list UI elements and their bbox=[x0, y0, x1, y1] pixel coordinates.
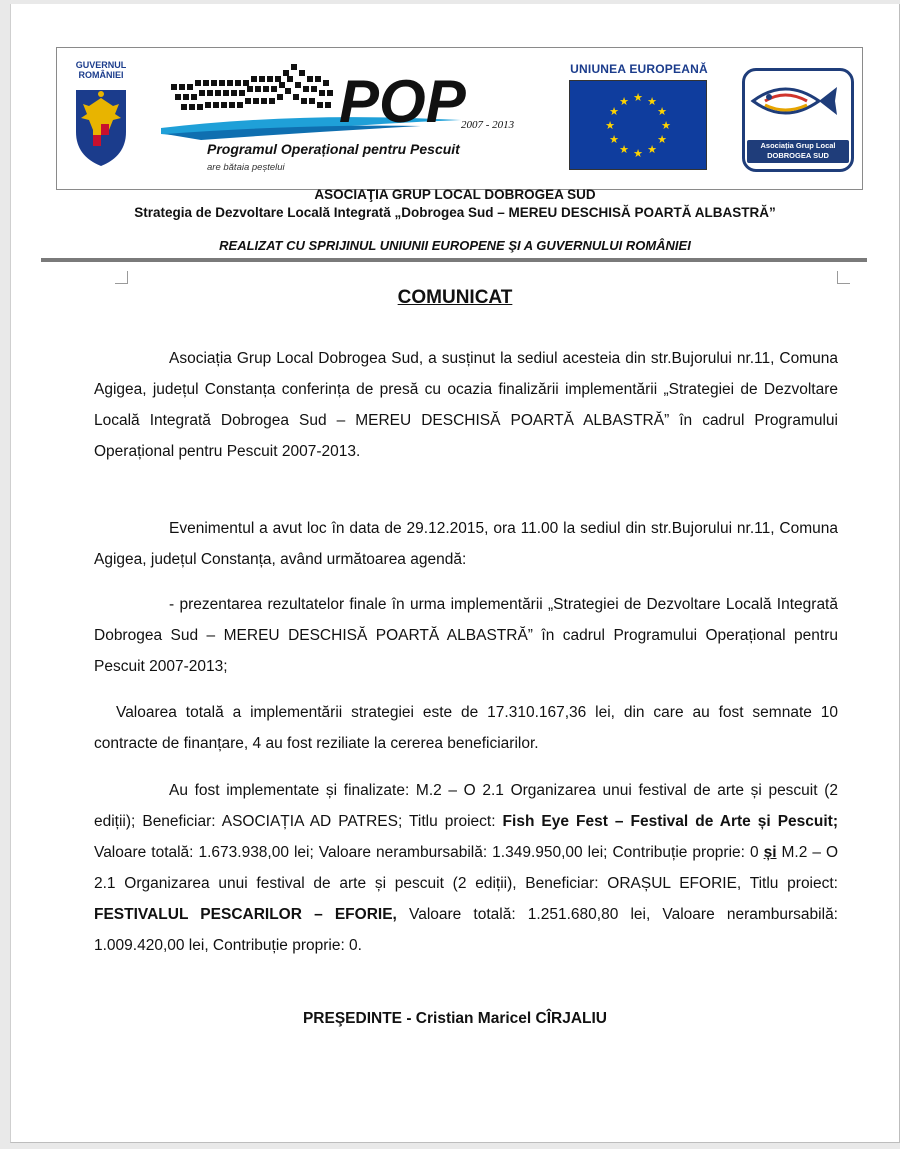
fish-icon bbox=[745, 71, 845, 135]
projects-text-e: M.2 – O 2.1 Organizarea unui festival de arte și pescuit (2 ediții), Beneficiar: ORAȘUL EFORIE, Titlu proiect: bbox=[94, 844, 838, 892]
paragraph-2 bbox=[94, 513, 838, 575]
svg-text:★: ★ bbox=[633, 147, 643, 160]
svg-text:★: ★ bbox=[619, 143, 629, 156]
svg-text:Programul Operațional pentru P: Programul Operațional pentru Pescuit bbox=[207, 141, 460, 157]
signature: PREŞEDINTE - Cristian Maricel CÎRJALIU bbox=[302, 1010, 608, 1027]
svg-text:★: ★ bbox=[609, 133, 619, 146]
eu-label: UNIUNEA EUROPEANĂ bbox=[570, 62, 708, 76]
funding-statement: REALIZAT CU SPRIJINUL UNIUNII EUROPENE ŞI A GUVERNULUI ROMÂNIEI bbox=[219, 238, 691, 253]
margin-marker-right bbox=[837, 271, 850, 284]
svg-text:★: ★ bbox=[657, 133, 667, 146]
projects-text-a: Au fost implementate și finalizate: M.2 – O 2.1 Organizarea unui festival de arte și pescuit (2 ediții); Beneficiar: ASOCIAȚIA AD PATRES; Titlu proiect: bbox=[94, 782, 838, 830]
svg-text:★: ★ bbox=[609, 105, 619, 118]
svg-text:★: ★ bbox=[657, 105, 667, 118]
document-page bbox=[10, 4, 900, 1143]
conjunction: și bbox=[763, 844, 777, 861]
svg-text:★: ★ bbox=[661, 119, 671, 132]
document-title bbox=[11, 287, 899, 309]
paragraph-1-text: Asociația Grup Local Dobrogea Sud, a susținut la sediul acesteia din str.Bujorului nr.11, Comuna Agigea, județul Constanța conferința de presă cu ocazia finalizării implementării „Strategiei de Dezvoltare Locală Integrată Dobrogea Sud – MEREU DESCHISĂ POARTĂ ALBASTRĂ” în cadrul Programului Operațional pentru Pescuit 2007-2013. bbox=[94, 350, 838, 460]
svg-text:★: ★ bbox=[647, 143, 657, 156]
strategy-title: Strategia de Dezvoltare Locală Integrată „Dobrogea Sud – MEREU DESCHISĂ POARTĂ ALBASTRĂ” bbox=[134, 205, 776, 220]
gal-dobrogea-logo bbox=[742, 68, 854, 172]
association-name: ASOCIAŢIA GRUP LOCAL DOBROGEA SUD bbox=[314, 187, 596, 202]
projects-text-c: Valoare totală: 1.673.938,00 lei; Valoare nerambursabilă: 1.349.950,00 lei; Contribuție proprie: 0 bbox=[94, 844, 764, 861]
pop-ship-icon bbox=[161, 62, 545, 177]
gal-label-2: DOBROGEA SUD bbox=[767, 151, 829, 160]
paragraph-1 bbox=[94, 343, 838, 467]
paragraph-projects-text bbox=[94, 775, 838, 961]
gal-label-1: Asociația Grup Local bbox=[760, 141, 836, 150]
government-logo bbox=[67, 60, 135, 170]
eu-flag-icon bbox=[569, 80, 707, 170]
paragraph-value bbox=[94, 697, 838, 759]
agenda-item bbox=[94, 589, 838, 682]
projects-text-g: Valoare totală: 1.251.680,80 lei, Valoare nerambursabilă: 1.009.420,00 lei, Contribuție proprie: 0. bbox=[94, 906, 838, 954]
svg-text:are bătaia peștelui: are bătaia peștelui bbox=[207, 162, 285, 173]
svg-text:POP: POP bbox=[339, 68, 466, 135]
paragraph-2-text: Evenimentul a avut loc în data de 29.12.2015, ora 11.00 la sediul din str.Bujorului nr.11, Comuna Agigea, județul Constanța, având următoarea agendă: bbox=[94, 520, 838, 568]
project-title-2: FESTIVALUL PESCARILOR – EFORIE, bbox=[94, 906, 397, 923]
header-divider bbox=[41, 258, 867, 262]
svg-text:★: ★ bbox=[633, 91, 643, 104]
gov-label-1: GUVERNUL bbox=[75, 60, 127, 70]
gal-label bbox=[747, 140, 849, 163]
svg-text:2007 - 2013: 2007 - 2013 bbox=[461, 119, 515, 131]
letterhead bbox=[56, 47, 863, 190]
agenda-item-text: - prezentarea rezultatelor finale în urma implementării „Strategiei de Dezvoltare Locală Integrată Dobrogea Sud – MEREU DESCHISĂ POARTĂ ALBASTRĂ” în cadrul Programului Operațional pentru Pescuit 2007-2013; bbox=[94, 596, 838, 675]
eu-logo bbox=[569, 62, 709, 170]
title-text: COMUNICAT bbox=[397, 287, 513, 308]
svg-text:★: ★ bbox=[619, 95, 629, 108]
margin-marker-left bbox=[115, 271, 128, 284]
project-title-1: Fish Eye Fest – Festival de Arte și Pescuit; bbox=[502, 813, 838, 830]
romania-coat-of-arms-icon bbox=[71, 84, 131, 168]
pop-logo bbox=[161, 62, 545, 177]
gov-label-2: ROMÂNIEI bbox=[78, 70, 124, 80]
svg-text:★: ★ bbox=[605, 119, 615, 132]
svg-text:★: ★ bbox=[647, 95, 657, 108]
paragraph-projects bbox=[94, 775, 838, 961]
paragraph-value-text: Valoarea totală a implementării strategiei este de 17.310.167,36 lei, din care au fost semnate 10 contracte de finanțare, 4 au fost reziliate la cererea beneficiarilor. bbox=[94, 704, 838, 752]
